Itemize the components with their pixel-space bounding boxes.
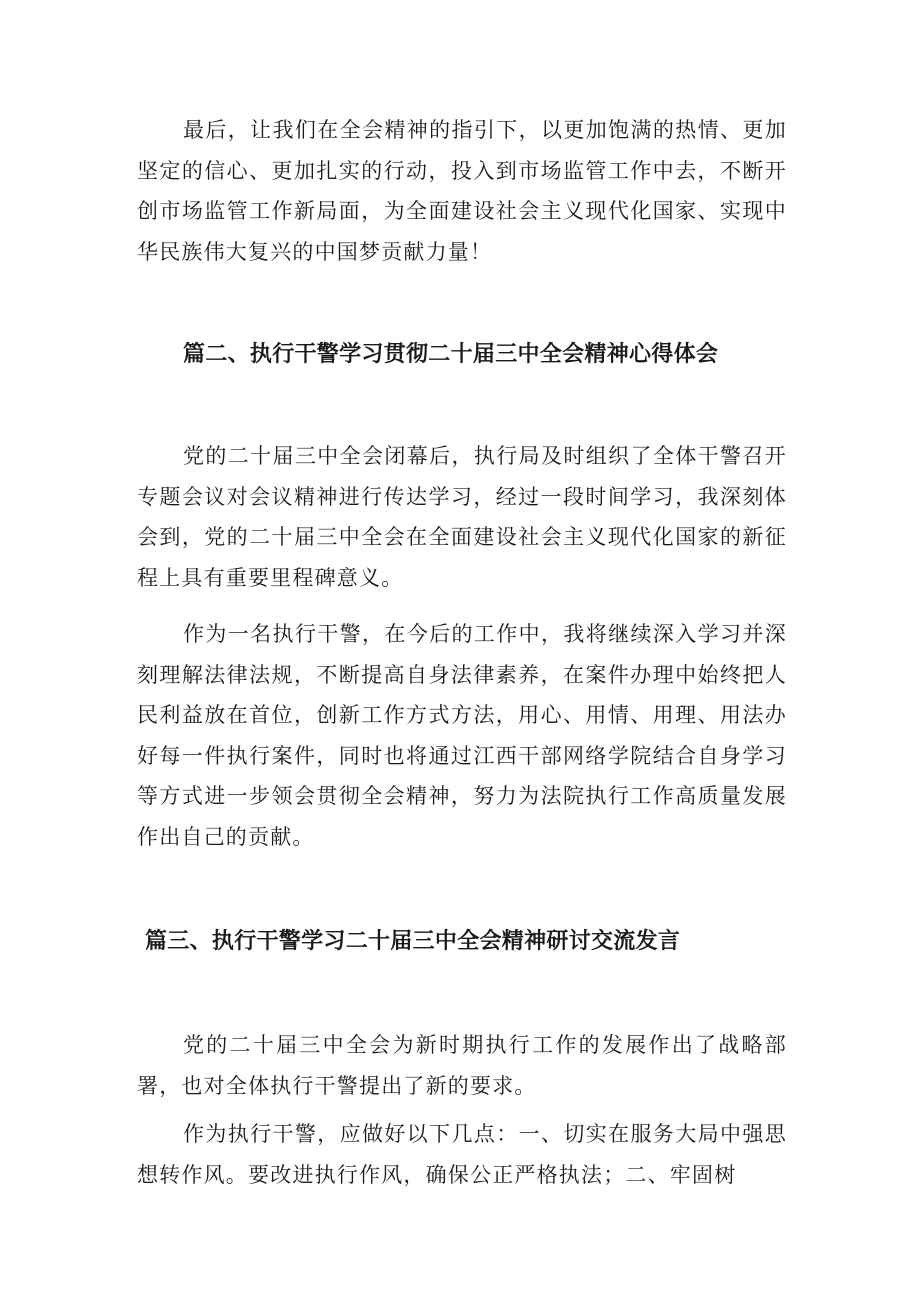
section-heading-2: 篇二、执行干警学习贯彻二十届三中全会精神心得体会 <box>183 342 719 367</box>
paragraph-section2-intro: 党的二十届三中全会闭幕后，执行局及时组织了全体干警召开专题会议对会议精神进行传达学习，经过一段时间学习，我深刻体会到，党的二十届三中全会在全面建设社会主义现代化国家的新征程上具有重要里程碑意义。 <box>137 444 787 590</box>
paragraph-section3-intro: 党的二十届三中全会为新时期执行工作的发展作出了战略部署，也对全体执行干警提出了新的要求。 <box>137 1033 787 1098</box>
section-heading-3: 篇三、执行干警学习二十届三中全会精神研讨交流发言 <box>145 929 681 954</box>
paragraph-section2-body: 作为一名执行干警，在今后的工作中，我将继续深入学习并深刻理解法律法规，不断提高自身法律素养，在案件办理中始终把人民利益放在首位，创新工作方式方法，用心、用情、用理、用法办好每一件执行案件，同时也将通过江西干部网络学院结合自身学习等方式进一步领会贯彻全会精神，努力为法院执行工作高质量发展作出自己的贡献。 <box>137 622 787 849</box>
paragraph-conclusion: 最后，让我们在全会精神的指引下，以更加饱满的热情、更加坚定的信心、更加扎实的行动，投入到市场监管工作中去，不断开创市场监管工作新局面，为全面建设社会主义现代化国家、实现中华民族伟大复兴的中国梦贡献力量！ <box>137 118 787 264</box>
paragraph-section3-body: 作为执行干警，应做好以下几点：一、切实在服务大局中强思想转作风。要改进执行作风，确保公正严格执法；二、牢固树 <box>137 1122 787 1187</box>
